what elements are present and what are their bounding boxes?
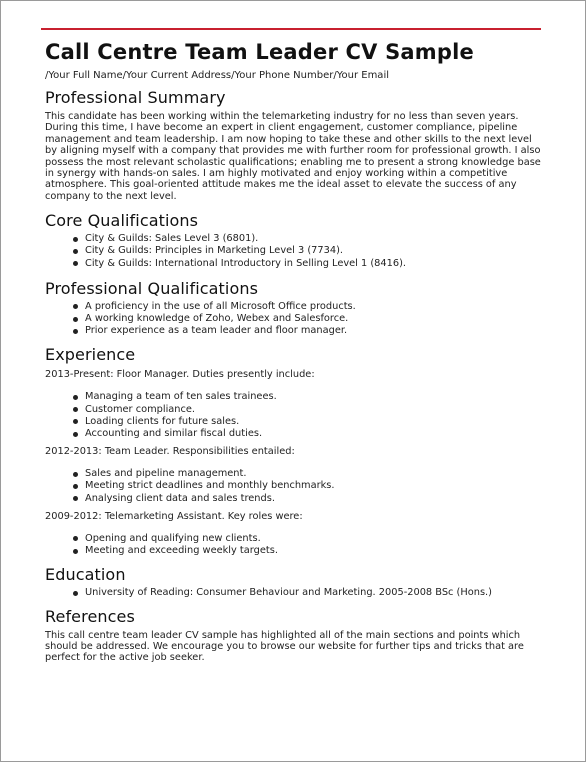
role-title: 2013-Present: Floor Manager. Duties presently include: bbox=[45, 369, 315, 381]
section-experience bbox=[45, 345, 545, 557]
role-title: 2009-2012: Telemarketing Assistant. Key roles were: bbox=[45, 510, 303, 522]
list-item: University of Reading: Consumer Behaviour and Marketing. 2005-2008 BSc (Hons.) bbox=[85, 587, 545, 599]
list-item: Meeting strict deadlines and monthly benchmarks. bbox=[85, 480, 545, 492]
page-title: Call Centre Team Leader CV Sample bbox=[45, 40, 474, 64]
list-item: Prior experience as a team leader and floor manager. bbox=[85, 325, 545, 337]
list-item: Sales and pipeline management. bbox=[85, 468, 545, 480]
education-list bbox=[45, 587, 545, 599]
core-qualifications-list bbox=[45, 233, 545, 270]
list-item: Loading clients for future sales. bbox=[85, 416, 545, 428]
section-heading: Experience bbox=[45, 345, 136, 365]
section-heading: Core Qualifications bbox=[45, 211, 199, 231]
references-text: This call centre team leader CV sample has highlighted all of the main sections and points which should be addressed. We encourage you to browse our website for further tips and tricks that are perfect for the active job seeker. bbox=[45, 629, 524, 664]
list-item: Analysing client data and sales trends. bbox=[85, 493, 545, 505]
section-professional-qualifications bbox=[45, 279, 545, 338]
top-accent-rule bbox=[41, 28, 541, 30]
list-item: Meeting and exceeding weekly targets. bbox=[85, 545, 545, 557]
list-item: Opening and qualifying new clients. bbox=[85, 533, 545, 545]
section-heading: Professional Qualifications bbox=[45, 278, 259, 298]
role-title: 2012-2013: Team Leader. Responsibilities entailed: bbox=[45, 446, 295, 458]
section-professional-summary bbox=[45, 88, 545, 202]
section-core-qualifications bbox=[45, 211, 545, 270]
list-item: Accounting and similar fiscal duties. bbox=[85, 428, 545, 440]
section-heading: Professional Summary bbox=[45, 88, 226, 107]
list-item: Managing a team of ten sales trainees. bbox=[85, 391, 545, 403]
cv-content bbox=[45, 39, 545, 664]
list-item: City & Guilds: Principles in Marketing Level 3 (7734). bbox=[85, 245, 545, 257]
section-heading: Education bbox=[45, 565, 126, 585]
list-item: A proficiency in the use of all Microsoft Office products. bbox=[85, 301, 545, 313]
role-duties-list bbox=[45, 391, 545, 440]
section-education bbox=[45, 565, 545, 599]
contact-line: /Your Full Name/Your Current Address/Your Phone Number/Your Email bbox=[45, 70, 389, 81]
list-item: City & Guilds: Sales Level 3 (6801). bbox=[85, 233, 545, 245]
role-duties-list bbox=[45, 533, 545, 557]
list-item: A working knowledge of Zoho, Webex and Salesforce. bbox=[85, 313, 545, 325]
section-heading: References bbox=[45, 606, 135, 626]
section-references bbox=[45, 607, 545, 664]
role-duties-list bbox=[45, 468, 545, 505]
summary-text: This candidate has been working within the telemarketing industry for no less than seven years. During this time, I have become an expert in client engagement, customer compliance, pipeline management and team leadership. I am now hoping to take these and other skills to the next level by aligning myself with a company that provides me with further room for professional growth. I also possess the most relevant scholastic qualifications; enabling me to present a strong knowledge base in synergy with hands-on sales. I am highly motivated and enjoy working within a competitive atmosphere. This goal-oriented attitude makes me the ideal asset to elevate the success of any company to the next level. bbox=[45, 111, 541, 202]
list-item: Customer compliance. bbox=[85, 404, 545, 416]
professional-qualifications-list bbox=[45, 301, 545, 338]
list-item: City & Guilds: International Introductory in Selling Level 1 (8416). bbox=[85, 258, 545, 270]
